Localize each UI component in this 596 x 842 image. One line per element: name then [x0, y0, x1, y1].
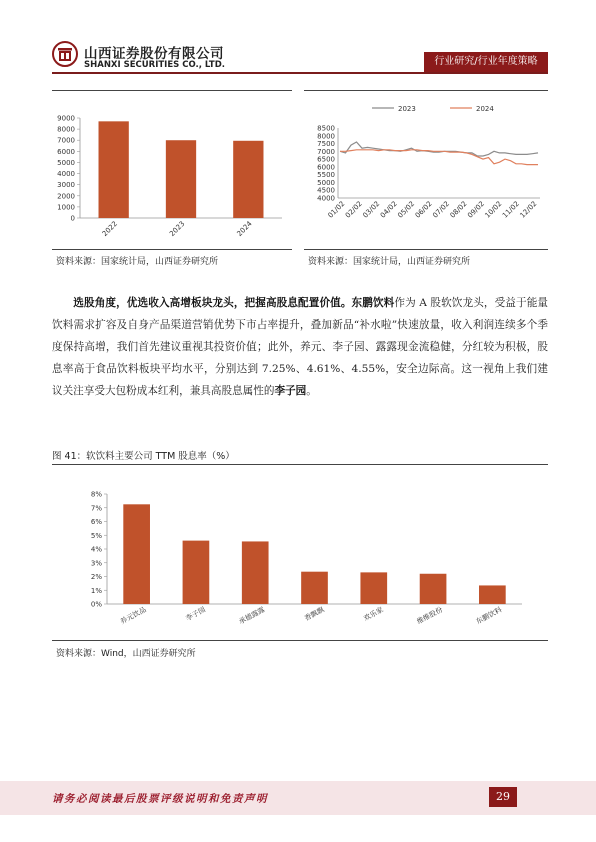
x-tick-label: 2022: [100, 219, 120, 239]
dividend-yield-bar-chart: [52, 484, 548, 634]
company-name-en: SHANXI SECURITIES CO., LTD.: [84, 60, 226, 70]
y-tick-label: 7500: [317, 140, 335, 149]
right-chart-source: 资料来源：国家统计局，山西证券研究所: [308, 257, 471, 267]
x-tick-label: 09/02: [466, 199, 487, 220]
y-tick-label: 5000: [317, 178, 335, 187]
x-tick-label: 10/02: [483, 199, 504, 220]
y-tick-label: 6%: [90, 518, 102, 526]
y-tick-label: 7000: [317, 147, 335, 156]
bar: [479, 585, 506, 604]
x-tick-label: 05/02: [396, 199, 417, 220]
y-tick-label: 1%: [90, 586, 102, 595]
y-tick-label: 4500: [317, 186, 335, 195]
left-chart-bottom-rule: [52, 249, 292, 250]
x-tick-label: 04/02: [378, 199, 399, 220]
figure-41-source: 资料来源：Wind，山西证券研究所: [56, 649, 196, 659]
y-tick-label: 8000: [57, 125, 75, 134]
x-tick-label: 12/02: [518, 199, 539, 220]
figure-41-bottom-rule: [52, 640, 548, 641]
bar: [420, 574, 447, 604]
figure-41-title: 图 41：软饮料主要公司 TTM 股息率（%）: [52, 451, 235, 462]
bar: [166, 140, 196, 218]
bar: [123, 504, 150, 604]
x-tick-label: 2023: [168, 219, 187, 239]
y-tick-label: 2000: [57, 192, 75, 201]
y-tick-label: 0%: [90, 600, 102, 609]
y-tick-label: 4000: [317, 194, 335, 203]
x-tick-label: 07/02: [431, 199, 452, 220]
x-tick-label: 01/02: [326, 199, 347, 220]
bar: [183, 541, 210, 604]
x-tick-label: 11/02: [501, 199, 521, 220]
x-tick-label: 06/02: [413, 199, 434, 220]
body-paragraph: [52, 292, 548, 402]
right-chart-bottom-rule: [304, 249, 548, 250]
annual-bar-chart: [52, 110, 292, 245]
y-tick-label: 5000: [57, 158, 75, 167]
y-tick-label: 3000: [57, 181, 75, 190]
y-tick-label: 4000: [57, 170, 75, 179]
y-tick-label: 8500: [317, 124, 335, 133]
left-chart-top-rule: [52, 90, 292, 91]
x-tick-label: 承德露露: [237, 605, 267, 626]
legend-label: 2024: [476, 105, 494, 113]
x-tick-label: 03/02: [361, 199, 382, 220]
y-tick-label: 9000: [57, 114, 75, 123]
x-tick-label: 02/02: [343, 199, 364, 220]
x-tick-label: 养元饮品: [119, 605, 148, 626]
y-tick-label: 7%: [90, 504, 102, 513]
x-tick-label: 2024: [235, 219, 254, 239]
right-chart-top-rule: [304, 90, 548, 91]
paragraph-bold-intro: 选股角度，优选收入高增板块龙头，把握高股息配置价值。东鹏饮料: [73, 297, 395, 309]
y-tick-label: 1000: [57, 203, 75, 212]
disclaimer-notice: 请务必阅读最后股票评级说明和免责声明: [52, 793, 268, 805]
page-number: 29: [489, 787, 517, 807]
bar: [99, 121, 129, 218]
company-name-cn: 山西证券股份有限公司: [84, 46, 224, 62]
y-tick-label: 6000: [57, 147, 75, 156]
x-tick-label: 欢乐家: [362, 605, 385, 623]
y-tick-label: 8000: [317, 132, 335, 141]
y-tick-label: 7000: [57, 136, 75, 145]
company-logo-icon: [52, 41, 78, 67]
paragraph-bold-end: 李子园: [274, 385, 307, 397]
y-tick-label: 3%: [90, 559, 102, 568]
report-type-tag: 行业研究/行业年度策略: [424, 52, 548, 72]
left-chart-source: 资料来源：国家统计局，山西证券研究所: [56, 257, 219, 267]
y-tick-label: 5%: [90, 531, 102, 540]
y-tick-label: 4%: [90, 545, 102, 554]
paragraph-end: 。: [306, 385, 317, 397]
x-tick-label: 东鹏饮料: [474, 605, 504, 626]
bar: [233, 141, 263, 218]
x-tick-label: 维维股份: [415, 605, 445, 626]
y-tick-label: 6500: [317, 155, 335, 164]
daily-line-chart: [304, 100, 548, 245]
x-tick-label: 香飘飘: [303, 605, 326, 623]
y-tick-label: 8%: [90, 490, 102, 499]
y-tick-label: 5500: [317, 171, 335, 180]
series-line-2023: [340, 142, 538, 156]
y-tick-label: 2%: [90, 573, 102, 581]
figure-41-top-rule: [52, 464, 548, 465]
bar: [360, 572, 387, 604]
bar: [301, 572, 328, 604]
paragraph-text: 作为 A 股软饮龙头，受益于能量饮料需求扩容及自身产品渠道营销优势下市占率提升，叠加新品“补水啦”快速放量，收入利润连续多个季度保持高增，我们首先建议重视其投资价值；此外，养元、李子园、露露现金流稳健，分红较为积极，股息率高于食品饮料板块平均水平，分别达到 7.25%、4.61%、4.55%，安全边际高。这一视角上我们建议关注享受大包粉成本红利，兼具高股息属性的: [52, 297, 548, 397]
x-tick-label: 李子园: [184, 605, 207, 623]
x-tick-label: 08/02: [448, 199, 469, 220]
y-tick-label: 0: [70, 214, 75, 223]
y-tick-label: 6000: [317, 163, 335, 172]
header-divider: [52, 72, 548, 74]
legend-label: 2023: [398, 105, 416, 113]
bar: [242, 541, 269, 604]
